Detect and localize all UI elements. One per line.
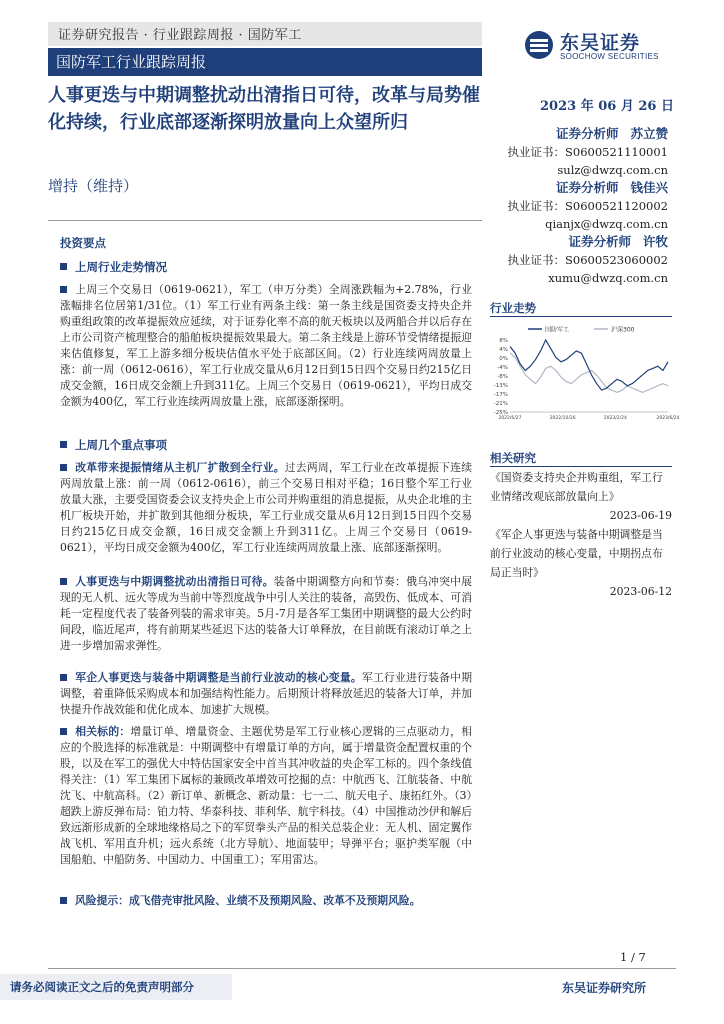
bullet-square-icon [60, 464, 67, 471]
bullet-square-icon [60, 578, 67, 585]
logo-subtext: SOOCHOW SECURITIES [560, 52, 659, 61]
bullet-square-icon [60, 897, 67, 904]
related-report-title[interactable]: 《军企人事更迭与装备中期调整是当前行业波动的核心变量，中期拐点布局正当时》 [490, 528, 663, 579]
logo-text: 东吴证券 [560, 32, 641, 54]
analyst-email[interactable]: sulz@dwzq.com.cn [557, 163, 668, 177]
headline: 人事更迭与中期调整扰动出清指日可待，改革与局势催化持续，行业底部逐渐探明放量向上众望所归 [48, 85, 480, 133]
analyst-1 [490, 125, 668, 179]
research-title: 相关研究 [490, 451, 536, 465]
analyst-email[interactable]: qianjx@dwzq.com.cn [545, 217, 668, 231]
paragraph-related-targets: 相关标的：增量订单、增量资金、主题优势是军工行业核心逻辑的三点驱动力，相应的个股选择的标准就是：中期调整中有增量订单的方向，属于增量资金配置权重的个股，以及在军工的强优大中特估国家安全中首当其冲收益的央企军工标的。四个条线值得关注：（1）军工集团下属标的兼顾改革增效可挖掘的点：中航西飞、江航装备、中航沈飞、中航高科。（2）新订单、新概念、新动量：七一二、航天电子、康拓红外。（3）超跌上游反弹布局：铂力特、华泰科技、菲利华、航宇科技。（4）中国推动沙伊和解后致远渐形成新的全球地缘格局之下的军贸拳头产品的相关总装企业：无人机、固定翼作战飞机、军用直升机；远火系统（北方导航）、地面装甲；导弹平台；驱护类军舰（中国船舶、中船防务、中国动力、中国重工）；军用雷达。 [60, 725, 473, 866]
bullet-square-icon [60, 286, 67, 293]
legend-label: 国防军工 [545, 326, 570, 334]
y-tick-label: -13% [493, 383, 508, 389]
section-title: 投资要点 [60, 236, 106, 250]
analyst-3 [490, 233, 668, 287]
related-report-date: 2023-06-19 [609, 509, 672, 522]
footer-org: 东吴证券研究所 [562, 981, 647, 995]
y-tick-label: -4% [497, 365, 508, 371]
disclaimer: 请务必阅读正文之后的免责声明部分 [10, 980, 194, 994]
paragraph-personnel: 人事更迭与中期调整扰动出清指日可待。装备中期调整方向和节奏：俄乌冲突中展现的无人机、远火等成为当前中等烈度战争中引人关注的装备，高毁伤、低成本、可消耗一定程度代表了装备列装的需求审美。5月-7月是各军工集团中期调整的最大公约时间段，临近尾声，将有前期某些延迟下达的装备大订单释放，在目前既有滚动订单之上进一步增加需求弹性。 [60, 575, 473, 652]
heading-key-events: 上周几个重点事项 [60, 437, 167, 453]
chart-background [488, 320, 674, 426]
analyst-2 [490, 179, 668, 233]
analyst-title: 证券分析师 [568, 234, 631, 249]
divider [48, 220, 482, 221]
divider [490, 466, 672, 467]
divider [490, 316, 672, 317]
y-tick-label: 8% [499, 338, 508, 344]
y-tick-label: -8% [497, 374, 508, 380]
trend-title: 行业走势 [490, 301, 536, 315]
y-tick-label: -21% [493, 401, 508, 407]
related-report-date: 2023-06-12 [609, 585, 672, 598]
paragraph-risk: 风险提示：成飞借壳审批风险、业绩不及预期风险、改革不及预期风险。 [60, 893, 472, 909]
x-tick-label: 2023/6/24 [656, 416, 680, 421]
analyst-title: 证券分析师 [555, 180, 619, 195]
logo [524, 30, 704, 64]
page-number: 1 / 7 [620, 950, 646, 964]
legend-label: 沪深300 [611, 326, 635, 334]
logo-mark-icon [524, 30, 554, 60]
analyst-cert: 执业证书：S0600521120002 [507, 199, 668, 213]
related-report-2[interactable] [490, 525, 672, 601]
related-report-title[interactable]: 《国资委支持央企并购重组，军工行业情绪改观底部放量向上》 [490, 471, 663, 503]
x-tick-label: 2023/2/24 [603, 416, 627, 421]
heading-weekly-trend: 上周行业走势情况 [60, 259, 167, 275]
bullet-square-icon [60, 441, 67, 448]
analyst-cert: 执业证书：S0600521110001 [507, 145, 668, 159]
analyst-email[interactable]: xumu@dwzq.com.cn [548, 271, 668, 285]
breadcrumb: 证券研究报告 · 行业跟踪周报 · 国防军工 [58, 28, 302, 43]
x-tick-label: 2022/10/26 [549, 416, 576, 421]
x-tick-label: 2022/6/27 [498, 416, 522, 421]
bullet-square-icon [60, 728, 67, 735]
report-date: 2023 年 06 月 26 日 [540, 99, 674, 114]
analyst-name: 许牧 [642, 234, 668, 249]
analyst-name: 钱佳兴 [630, 180, 668, 195]
analyst-name: 苏立赞 [630, 126, 668, 141]
trend-chart [488, 320, 680, 426]
divider [48, 968, 676, 969]
rating: 增持（维持） [48, 177, 139, 195]
y-tick-label: -25% [493, 410, 508, 416]
bullet-square-icon [60, 263, 67, 270]
report-type-banner: 国防军工行业跟踪周报 [48, 48, 482, 76]
paragraph-core-variable: 军企人事更迭与装备中期调整是当前行业波动的核心变量。军工行业进行装备中期调整，着重降低采购成本和加强结构性能力。后期预计将释放延迟的装备大订单，并加快提升作战效能和优化成本、加速扩大规模。 [60, 671, 472, 716]
paragraph-reform: 改革带来提振情绪从主机厂扩散到全行业。过去两周，军工行业在改革提振下连续两周放量上涨：前一周（0612-0616），前三个交易日相对平稳；16日整个军工行业放量大涨，主要受国资委会议支持央企上市公司并购重组的消息提振，从央企北堆的主机厂板块开始，并扩散到其他细分板块，军工行业成交量从6月12日到15日四个交易日约215亿日成交金额，16日成交金额上升到311亿。上周三个交易日（0619-0621），平均日成交金额为400亿，军工行业连续两周放量上涨、底部逐渐探明。 [60, 461, 473, 554]
y-tick-label: 4% [499, 347, 508, 353]
y-tick-label: -17% [493, 392, 508, 398]
y-tick-label: 0% [499, 356, 508, 362]
paragraph-weekly-trend: 上周三个交易日（0619-0621），军工（申万分类）全周涨跌幅为+2.78%，行业涨幅排名位居第1/31位。（1）军工行业有两条主线：第一条主线是国资委支持央企并购重组政策的改革提振效应延续，对于证券化率不高的航天板块以及两船合并以后存在上市公司资产梳理整合的船舶板块提振效果最大。第二条主线是上游环节受情绪提振迎来估值修复，军工上游多细分板块估值水平处于底部区间。（2）行业连续两周放量上涨：前一周（0612-0616），军工行业成交量从6月12日到15日四个交易日约215亿日成交金额，16日成交金额上升到311亿。上周三个交易日（0619-0621），平均日成交金额为400亿，军工行业连续两周放量上涨，底部逐渐探明。 [60, 283, 472, 408]
bullet-square-icon [60, 674, 67, 681]
analyst-cert: 执业证书：S0600523060002 [507, 253, 668, 267]
related-report-1[interactable] [490, 468, 672, 525]
analyst-title: 证券分析师 [555, 126, 619, 141]
